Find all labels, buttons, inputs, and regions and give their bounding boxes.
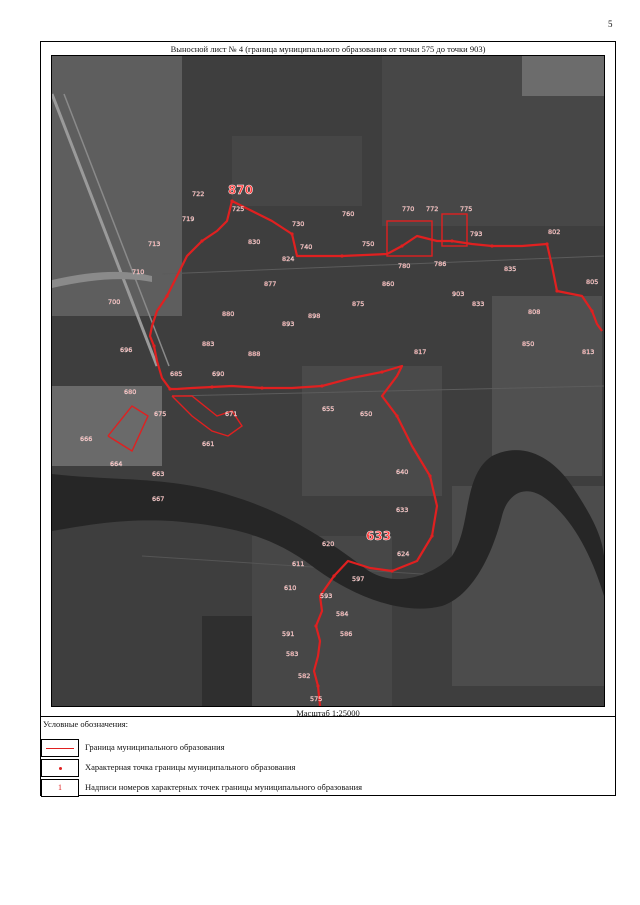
point-label: 700: [108, 298, 121, 306]
point-label: 685: [170, 370, 183, 378]
point-label: 661: [202, 440, 215, 448]
point-label: 624: [397, 550, 410, 558]
point-label: 860: [382, 280, 395, 288]
point-label: 591: [282, 630, 295, 638]
sheet-title: Выносной лист № 4 (граница муниципального образования от точки 575 до точки 903): [170, 44, 486, 54]
map-sheet-frame: [40, 41, 616, 796]
point-label: 713: [148, 240, 161, 248]
point-label: 786: [434, 260, 447, 268]
point-label: 583: [286, 650, 299, 658]
point-label: 584: [336, 610, 349, 618]
point-label: 817: [414, 348, 427, 356]
point-label: 772: [426, 205, 439, 213]
point-label: 696: [120, 346, 133, 354]
point-label: 620: [322, 540, 335, 548]
point-label: 575: [310, 695, 323, 703]
point-label: 835: [504, 265, 517, 273]
point-label: 893: [282, 320, 295, 328]
point-label: 655: [322, 405, 335, 413]
legend-symbol-dot: [41, 759, 79, 777]
point-label: 666: [80, 435, 93, 443]
point-label: 593: [320, 592, 333, 600]
point-label: 680: [124, 388, 137, 396]
point-label: 750: [362, 240, 375, 248]
legend-symbol-number-text: 1: [58, 783, 62, 792]
point-label: 850: [522, 340, 535, 348]
point-label: 883: [202, 340, 215, 348]
point-label: 898: [308, 312, 321, 320]
point-label: 875: [352, 300, 365, 308]
point-label: 671: [225, 410, 238, 418]
point-label: 710: [132, 268, 145, 276]
point-label: 880: [222, 310, 235, 318]
point-label: 770: [402, 205, 415, 213]
legend-label: Надписи номеров характерных точек границы муниципального образования: [85, 782, 363, 792]
legend-title: Условные обозначения:: [43, 719, 129, 729]
industrial-area: [52, 386, 162, 466]
satellite-map[interactable]: [51, 55, 605, 707]
point-label: 664: [110, 460, 123, 468]
point-label: 780: [398, 262, 411, 270]
point-label: 650: [360, 410, 373, 418]
point-label: 610: [284, 584, 297, 592]
point-label: 813: [582, 348, 595, 356]
point-label: 730: [292, 220, 305, 228]
point-label: 586: [340, 630, 353, 638]
point-label: 877: [264, 280, 277, 288]
point-label: 725: [232, 205, 245, 213]
legend-label: Характерная точка границы муниципального образования: [85, 762, 296, 772]
point-label: 760: [342, 210, 355, 218]
point-label: 740: [300, 243, 313, 251]
label-633: 633: [366, 529, 392, 543]
point-label: 719: [182, 215, 195, 223]
point-label: 805: [586, 278, 599, 286]
page-number: 5: [608, 19, 613, 29]
point-label: 808: [528, 308, 541, 316]
point-label: 824: [282, 255, 295, 263]
point-label: 663: [152, 470, 165, 478]
legend-symbol-number: [41, 779, 79, 797]
legend-symbol-line: [41, 739, 79, 757]
point-label: 667: [152, 495, 165, 503]
point-label: 793: [470, 230, 483, 238]
map-scale: Масштаб 1:25000: [296, 708, 360, 718]
legend-label: Граница муниципального образования: [85, 742, 225, 752]
point-label: 888: [248, 350, 261, 358]
legend-row-boundary: [41, 739, 615, 757]
point-label: 722: [192, 190, 205, 198]
point-label: 582: [298, 672, 311, 680]
point-label: 597: [352, 575, 365, 583]
legend-row-point: [41, 759, 615, 777]
map-canvas: [52, 56, 604, 706]
legend-row-numbers: [41, 779, 615, 797]
point-label: 633: [396, 506, 409, 514]
light-field-ne: [522, 56, 604, 96]
point-label: 830: [248, 238, 261, 246]
point-label: 802: [548, 228, 561, 236]
legend: [41, 716, 615, 797]
point-label: 675: [154, 410, 167, 418]
point-label: 775: [460, 205, 473, 213]
label-870: 870: [228, 183, 254, 197]
point-label: 903: [452, 290, 465, 298]
point-label: 640: [396, 468, 409, 476]
point-label: 833: [472, 300, 485, 308]
point-label: 690: [212, 370, 225, 378]
point-label: 611: [292, 560, 305, 568]
